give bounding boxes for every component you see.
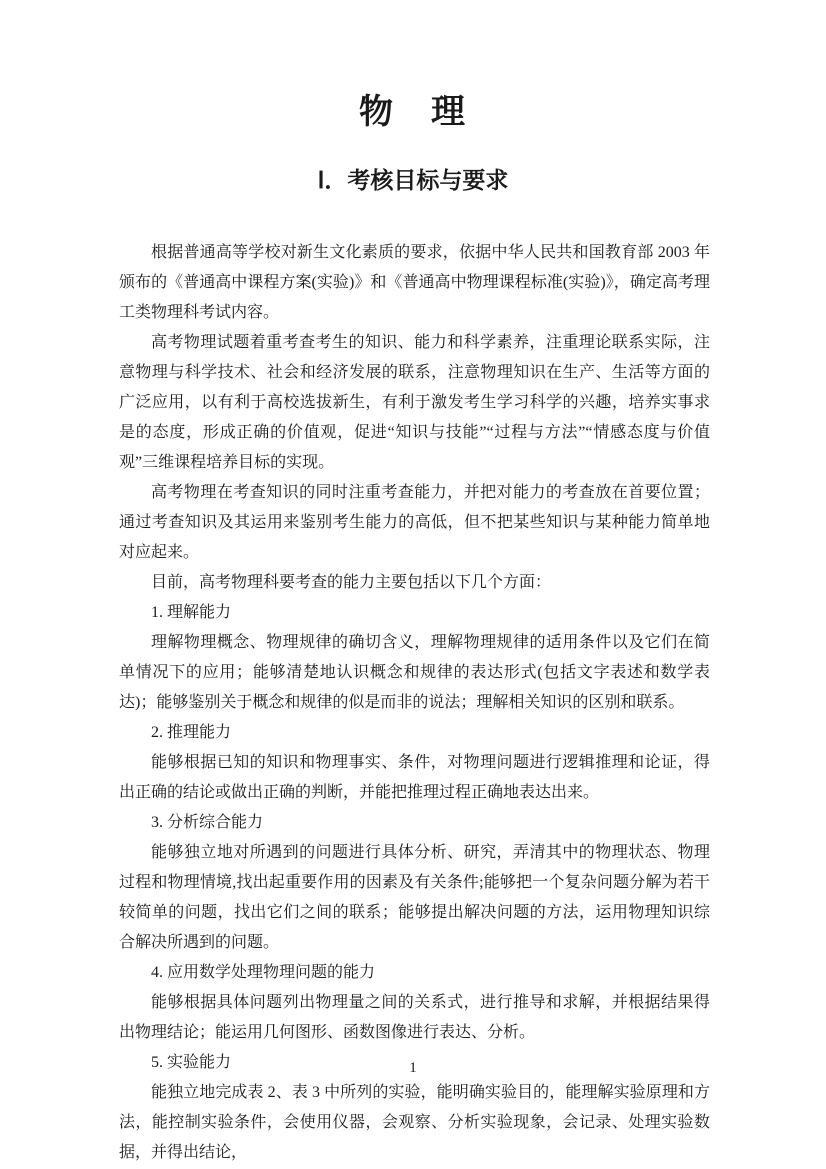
ability-heading-3: 3. 分析综合能力 <box>151 814 264 831</box>
paragraph-ability-2: 能够根据已知的知识和物理事实、条件，对物理问题进行逻辑推理和论证，得出正确的结论或做出正确的判断，并能把推理过程正确地表达出来。 <box>119 754 710 801</box>
ability-heading-2: 2. 推理能力 <box>151 724 232 741</box>
paragraph-ability-4: 能够根据具体问题列出物理量之间的关系式，进行推导和求解，并根据结果得出物理结论；能运用几何图形、函数图像进行表达、分析。 <box>119 994 710 1041</box>
document-title: 物 理 <box>359 93 467 131</box>
paragraph-ability-5: 能独立地完成表 2、表 3 中所列的实验，能明确实验目的，能理解实验原理和方法，能控制实验条件，会使用仪器，会观察、分析实验现象，会记录、处理实验数据，并得出结论， <box>119 1084 710 1161</box>
ability-heading-4: 4. 应用数学处理物理问题的能力 <box>151 964 376 981</box>
ability-heading-1: 1. 理解能力 <box>151 604 232 621</box>
paragraph-intro: 根据普通高等学校对新生文化素质的要求，依据中华人民共和国教育部 2003 年颁布的《普通高中课程方案(实验)》和《普通高中物理课程标准(实验)》，确定高考理工类物理科考试内容。 <box>119 244 710 321</box>
paragraph-exam-purpose: 高考物理试题着重考查考生的知识、能力和科学素养，注重理论联系实际，注意物理与科学技术、社会和经济发展的联系，注意物理知识在生产、生活等方面的广泛应用，以有利于高校选拔新生，有利于激发考生学习科学的兴趣，培养实事求是的态度，形成正确的价值观，促进“知识与技能”“过程与方法”“情感态度与价值观”三维课程培养目标的实现。 <box>119 334 710 471</box>
paragraph-abilities-lead: 目前，高考物理科要考查的能力主要包括以下几个方面： <box>151 574 552 591</box>
section-heading: Ⅰ．考核目标与要求 <box>317 167 509 193</box>
ability-heading-5: 5. 实验能力 <box>151 1054 232 1071</box>
document-body <box>119 238 710 1168</box>
paragraph-ability-focus: 高考物理在考查知识的同时注重考查能力，并把对能力的考查放在首要位置；通过考查知识及其运用来鉴别考生能力的高低，但不把某些知识与某种能力简单地对应起来。 <box>119 484 710 561</box>
paragraph-ability-3: 能够独立地对所遇到的问题进行具体分析、研究，弄清其中的物理状态、物理过程和物理情境,找出起重要作用的因素及有关条件;能够把一个复杂问题分解为若干较简单的问题，找出它们之间的联系；能够提出解决问题的方法，运用物理知识综合解决所遇到的问题。 <box>119 844 710 951</box>
paragraph-ability-1: 理解物理概念、物理规律的确切含义，理解物理规律的适用条件以及它们在简单情况下的应用；能够清楚地认识概念和规律的表达形式(包括文字表述和数学表达)；能够鉴别关于概念和规律的似是而非的说法；理解相关知识的区别和联系。 <box>119 634 710 711</box>
page-number: 1 <box>409 1060 417 1076</box>
